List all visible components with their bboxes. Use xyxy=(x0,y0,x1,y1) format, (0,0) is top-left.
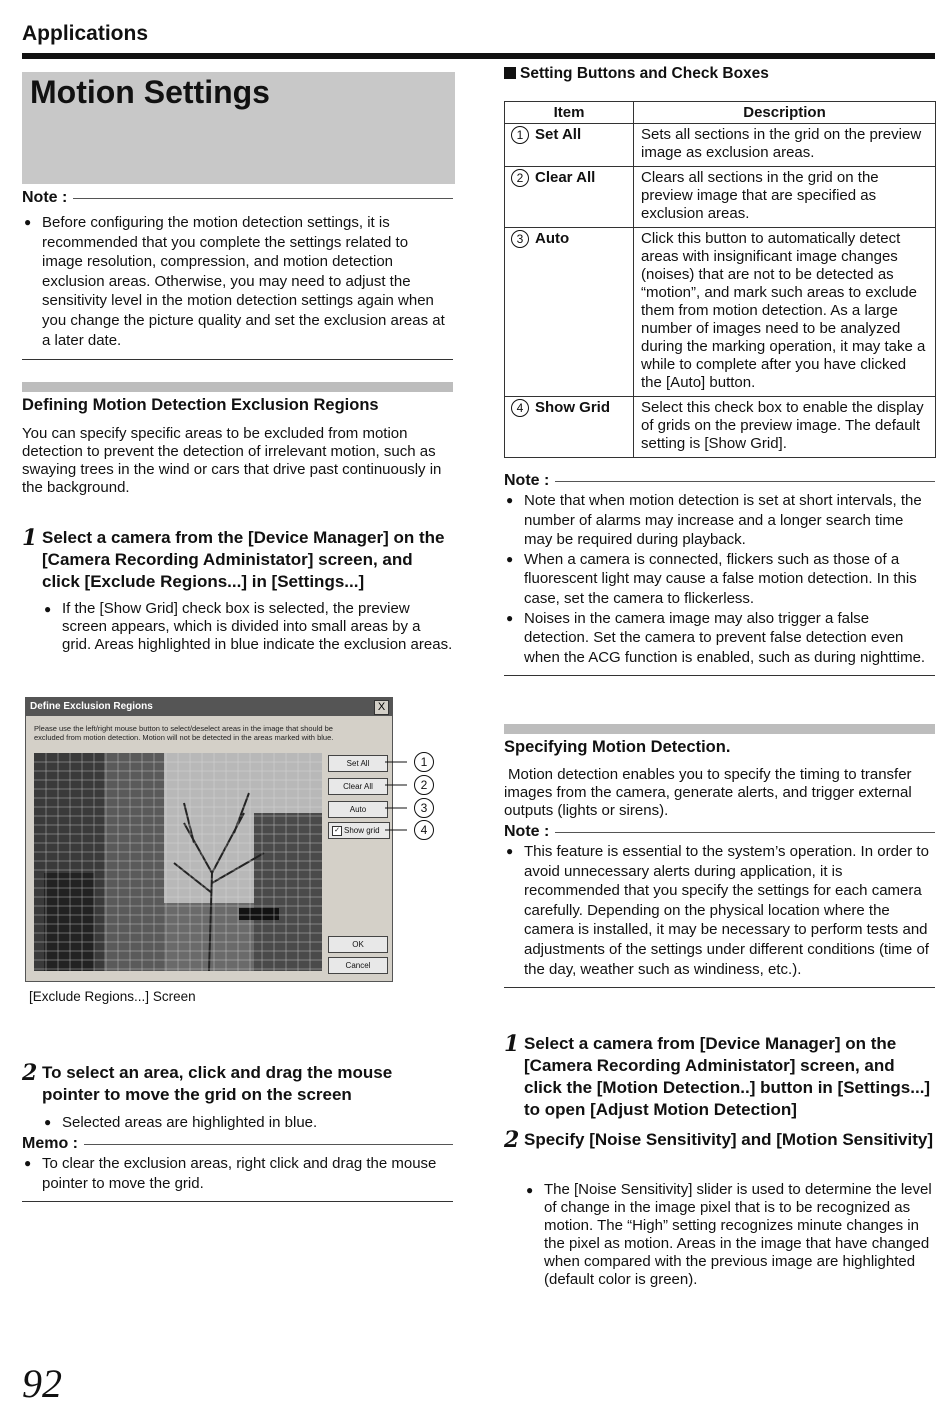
memo-block xyxy=(22,1135,453,1202)
page-number: 92 xyxy=(22,1361,62,1406)
table-header: Item xyxy=(505,102,634,124)
note-label: Note : xyxy=(504,472,555,490)
divider xyxy=(504,675,935,676)
step-text: Select a camera from the [Device Manager] on the [Camera Recording Administator] screen, and click [Exclude Regions...] in [Settings...] xyxy=(42,528,445,591)
buttons-table xyxy=(504,101,936,458)
note-bullet: ● This feature is essential to the system’s operation. In order to avoid unnecessary alerts during application, it is recommended that you specify the settings for each camera carefully. Depending on the physical location where the camera is installed, it may be necessary to perform tests and adjustments of the settings under different conditions (time of the day, weather such as windiness, etc.). xyxy=(504,842,935,979)
table-header: Description xyxy=(634,102,936,124)
item-description: Sets all sections in the grid on the preview image as exclusion areas. xyxy=(634,124,936,167)
step-number: 2 xyxy=(22,1060,38,1086)
step-bullet: ● If the [Show Grid] check box is selected, the preview screen appears, which is divided into small areas by a grid. Areas highlighted in blue indicate the exclusion areas. xyxy=(42,600,453,654)
memo-label: Memo : xyxy=(22,1135,84,1153)
callout-2-icon: 2 xyxy=(414,775,434,795)
note-bullet: ● Noises in the camera image may also trigger a false detection. Set the camera to prevent false detection even when the ACG function is enabled, such as during nighttime. xyxy=(504,609,935,668)
step-bullet: ● Selected areas are highlighted in blue. xyxy=(42,1113,453,1133)
note-block xyxy=(22,189,453,360)
cancel-button[interactable]: Cancel xyxy=(328,957,388,974)
note-bullet: ● Before configuring the motion detection settings, it is recommended that you complete the settings related to image resolution, compression, and motion detection exclusion areas. Otherwise, you may need to adjust the sensitivity level in the motion detection settings again when you change the picture quality and set the exclusion areas at a later date. xyxy=(22,213,453,350)
step-text: Specify [Noise Sensitivity] and [Motion Sensitivity] xyxy=(524,1130,934,1149)
section-heading: Defining Motion Detection Exclusion Regions xyxy=(22,396,379,414)
preview-image[interactable] xyxy=(34,753,322,971)
table-row xyxy=(505,397,936,458)
show-grid-checkbox[interactable] xyxy=(328,822,390,839)
note-block xyxy=(504,472,935,676)
section-intro: You can specify specific areas to be excluded from motion detection to prevent the detection of irrelevant motion, such as swaying trees in the wind or cars that drive past continuously in the background. xyxy=(22,425,442,496)
item-name: Set All xyxy=(535,126,582,143)
step-number: 2 xyxy=(504,1127,520,1153)
close-icon[interactable]: X xyxy=(374,700,389,715)
item-name: Auto xyxy=(535,230,570,247)
auto-button[interactable]: Auto xyxy=(328,801,388,818)
number-icon: 3 xyxy=(511,230,529,248)
divider xyxy=(22,359,453,360)
table-row xyxy=(505,228,936,397)
step-1 xyxy=(22,527,453,593)
note-bullet: ● When a camera is connected, flickers such as those of a fluorescent light may cause a false motion detection. In this case, set the camera to flickerless. xyxy=(504,550,935,609)
note-label: Note : xyxy=(22,189,73,207)
square-bullet-icon xyxy=(504,67,516,79)
callout-1-icon: 1 xyxy=(414,752,434,772)
callout-4-icon: 4 xyxy=(414,820,434,840)
step-text: Select a camera from [Device Manager] on the [Camera Recording Administator] screen, and click the [Motion Detection..] button in [Settings...] to open [Adjust Motion Detection] xyxy=(524,1034,931,1119)
step-number: 1 xyxy=(504,1031,520,1057)
step-2 xyxy=(22,1062,453,1106)
step-2 xyxy=(504,1129,935,1151)
step-1 xyxy=(504,1033,935,1121)
ok-button[interactable]: OK xyxy=(328,936,388,953)
number-icon: 1 xyxy=(511,126,529,144)
note-block xyxy=(504,823,935,988)
item-name: Clear All xyxy=(535,169,596,186)
clear-all-button[interactable]: Clear All xyxy=(328,778,388,795)
callout-3-icon: 3 xyxy=(414,798,434,818)
callout-leaders xyxy=(385,750,415,840)
item-description: Click this button to automatically detect areas with insignificant image changes (noises) that are not to be detected as “motion”, and mark such areas to exclude them from motion detection. As a large number of images need to be analyzed during the marking operation, it may take a while to complete after you have clicked the [Auto] button. xyxy=(634,228,936,397)
section-intro: Motion detection enables you to specify the timing to transfer images from the camera, generate alerts, and trigger external outputs (lights or sirens). xyxy=(504,766,912,819)
item-name: Show Grid xyxy=(535,399,610,416)
exclusion-dialog xyxy=(25,697,393,982)
title-box xyxy=(22,72,455,184)
show-grid-label: Show grid xyxy=(344,826,380,835)
note-label: Note : xyxy=(504,823,555,841)
dialog-title: Define Exclusion Regions xyxy=(26,698,392,716)
divider xyxy=(504,987,935,988)
page-title: Motion Settings xyxy=(30,74,270,110)
step-text: To select an area, click and drag the mouse pointer to move the grid on the screen xyxy=(42,1063,393,1104)
checkbox-icon: ✓ xyxy=(332,826,342,836)
section-bar xyxy=(504,724,935,734)
dialog-message: Please use the left/right mouse button to select/deselect areas in the image that should be excluded from motion detection. Motion will not be detected in the areas marked with blue. xyxy=(34,724,334,742)
figure-caption: [Exclude Regions...] Screen xyxy=(29,989,196,1004)
item-description: Select this check box to enable the display of grids on the preview image. The default setting is [Show Grid]. xyxy=(634,397,936,458)
section-header: Applications xyxy=(22,22,149,45)
set-all-button[interactable]: Set All xyxy=(328,755,388,772)
step-number: 1 xyxy=(22,525,38,551)
item-description: Clears all sections in the grid on the preview image that are specified as exclusion areas. xyxy=(634,167,936,228)
table-row xyxy=(505,167,936,228)
preview-grid-image xyxy=(34,753,322,971)
section-bar xyxy=(22,382,453,392)
buttons-heading xyxy=(504,65,769,83)
section-heading: Specifying Motion Detection. xyxy=(504,738,731,756)
divider xyxy=(22,1201,453,1202)
step-bullet: ● The [Noise Sensitivity] slider is used to determine the level of change in the image pixel that is to be recognized as motion. The “High” setting recognizes minute changes in the pixel as motion. Areas in the image that have changed when compared with the previous image are highlighted (default color is green). xyxy=(524,1181,937,1289)
note-bullet: ● Note that when motion detection is set at short intervals, the number of alarms may increase and a longer search time may be required during playback. xyxy=(504,491,935,550)
memo-bullet: ● To clear the exclusion areas, right click and drag the mouse pointer to move the grid. xyxy=(22,1154,453,1193)
table-row xyxy=(505,124,936,167)
number-icon: 4 xyxy=(511,399,529,417)
number-icon: 2 xyxy=(511,169,529,187)
buttons-heading-text: Setting Buttons and Check Boxes xyxy=(520,65,769,82)
header-rule xyxy=(22,53,935,59)
